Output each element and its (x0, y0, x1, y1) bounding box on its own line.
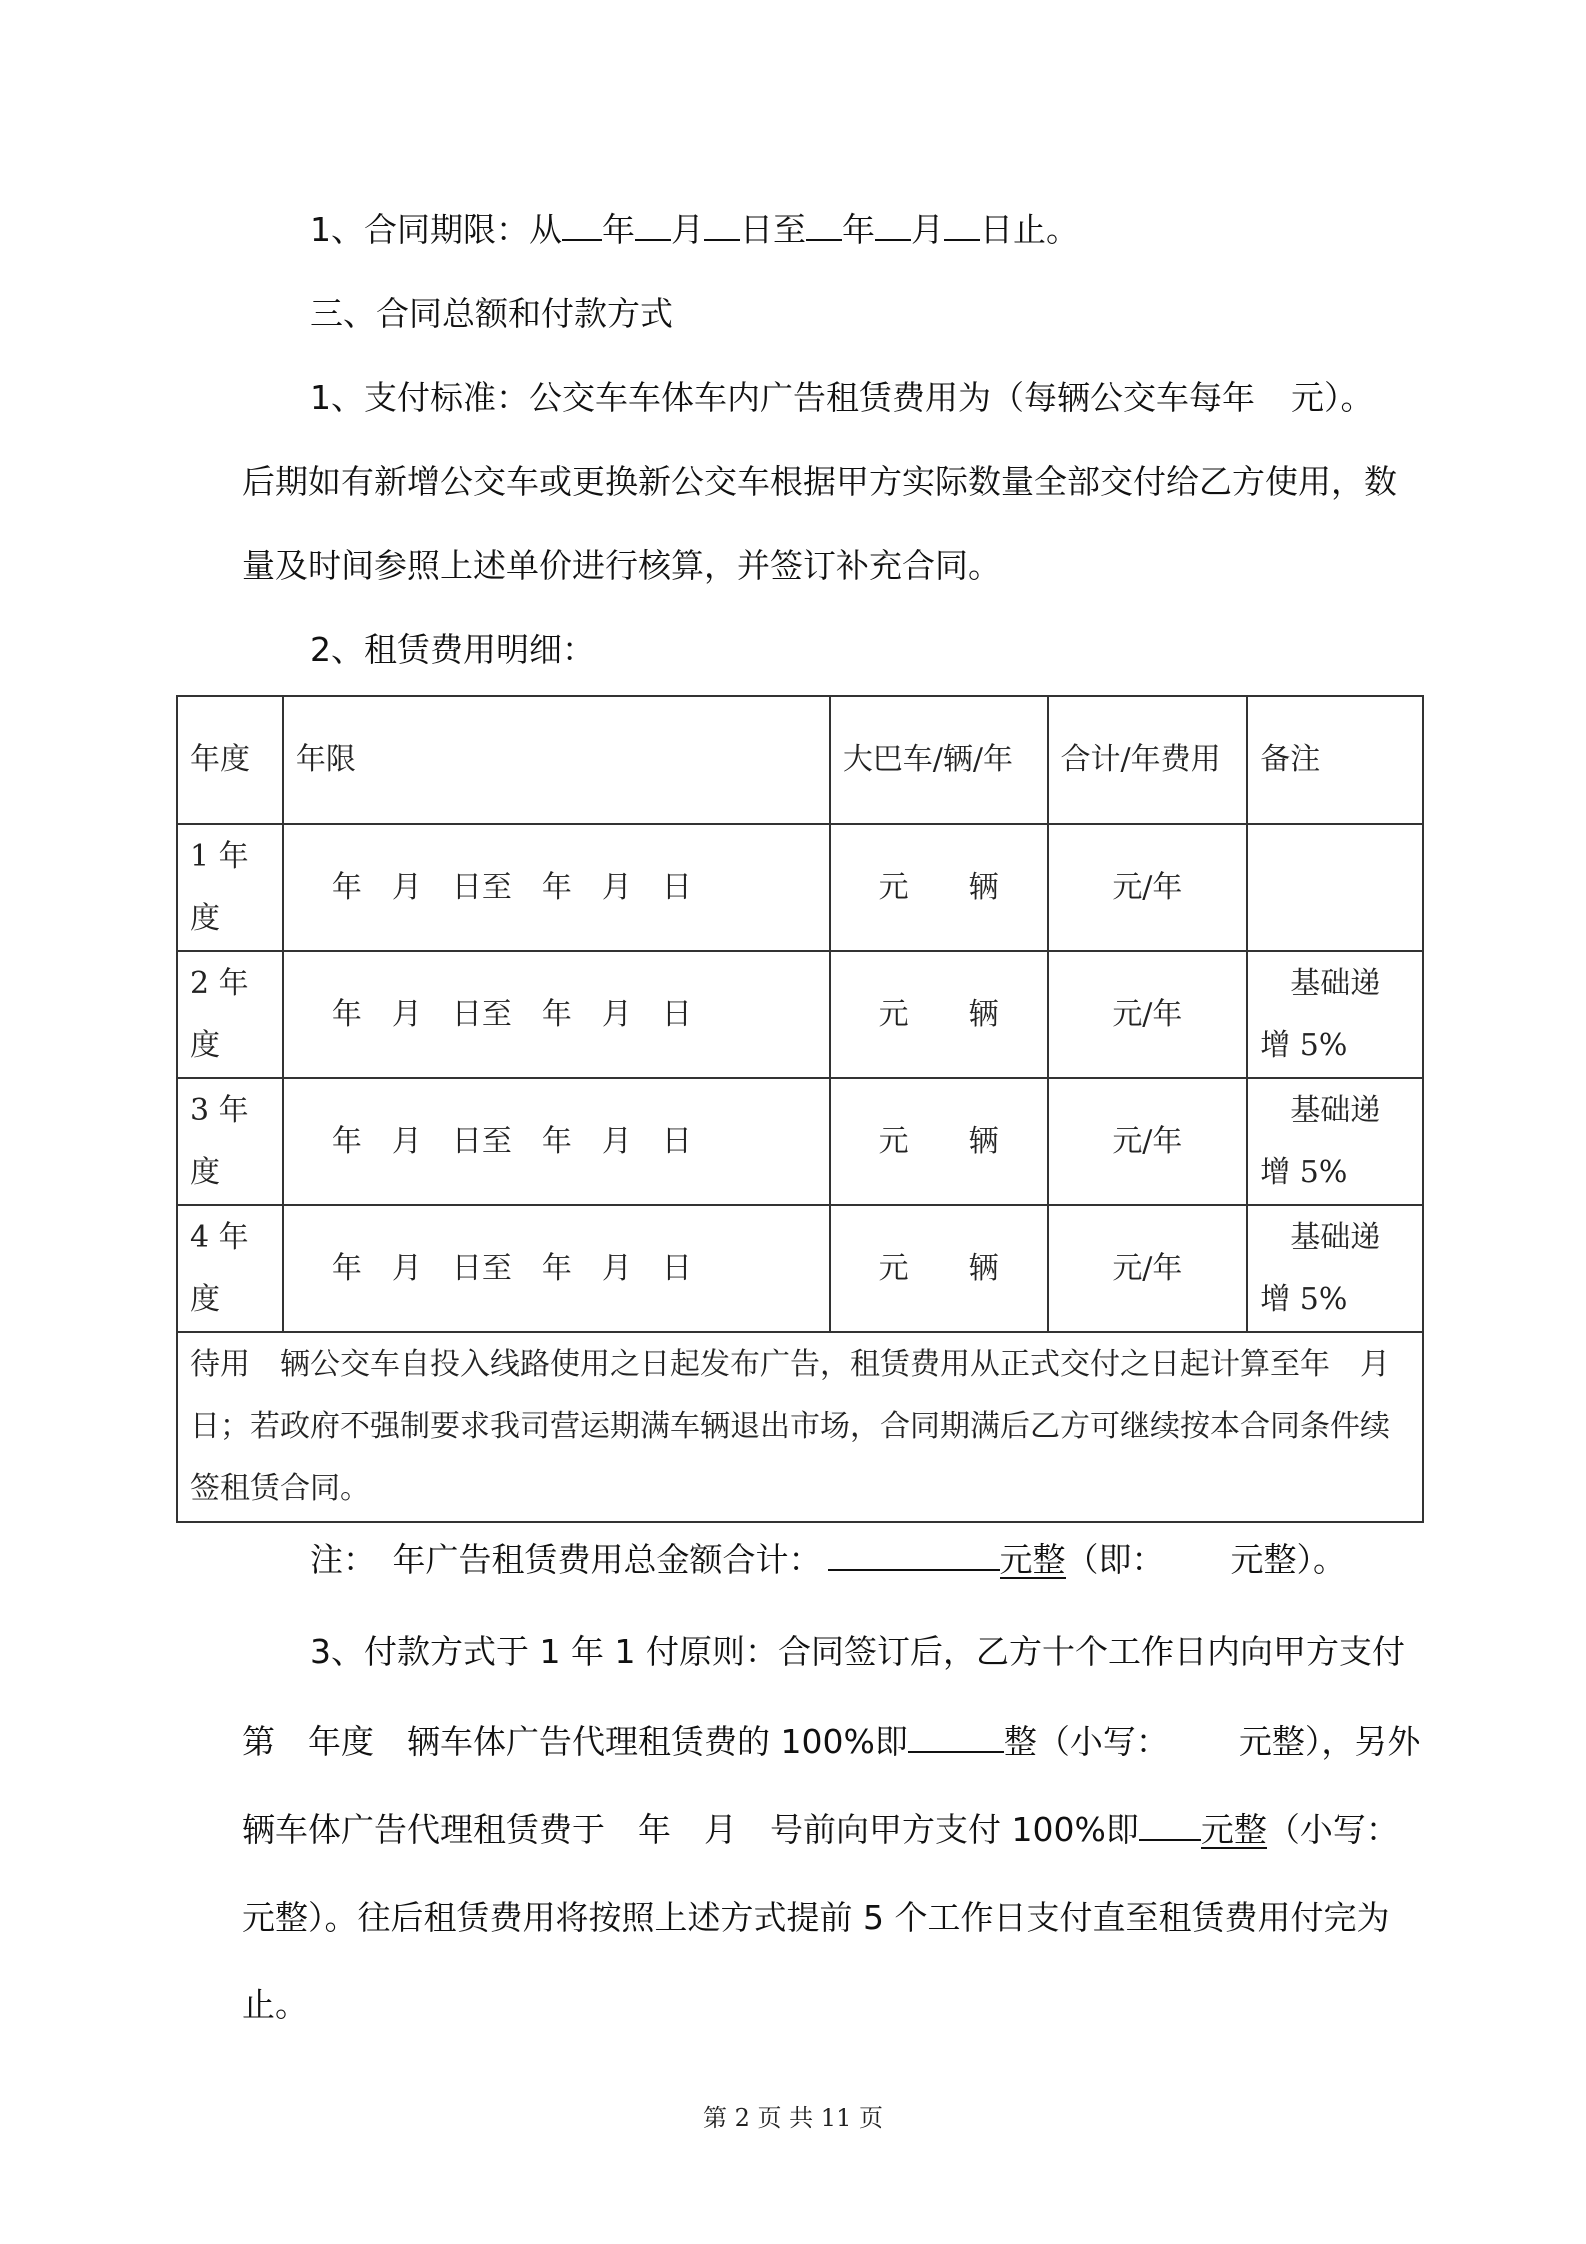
row-bus: 元 辆 (830, 1205, 1048, 1332)
fee-detail-table (176, 695, 1424, 1523)
payment-line1: 3、付款方式于 1 年 1 付原则：合同签订后，乙方十个工作日内向甲方支付 (310, 1632, 1405, 1671)
payment-line4: 元整）。往后租赁费用将按照上述方式提前 5 个工作日支付直至租赁费用付完为 (242, 1898, 1390, 1937)
blank-payment-amount-2 (1139, 1839, 1201, 1841)
row-bus: 元 辆 (830, 1078, 1048, 1205)
row-total: 元/年 (1048, 1078, 1248, 1205)
row-total: 元/年 (1048, 951, 1248, 1078)
row-note: 基础递增 5% (1247, 1205, 1423, 1332)
contract-term-line: 1、合同期限：从 年 月 日至 年 月 日止。 (310, 210, 1079, 249)
row-total: 元/年 (1048, 1205, 1248, 1332)
row-year: 1 年度 (177, 824, 283, 951)
table-row (177, 951, 1423, 1078)
row-bus: 元 辆 (830, 951, 1048, 1078)
blank-month-start (635, 239, 671, 241)
table-footnote-row (177, 1332, 1423, 1522)
row-period: 年 月 日至 年 月 日 (283, 951, 830, 1078)
header-note: 备注 (1247, 696, 1423, 824)
blank-year-end (806, 239, 842, 241)
header-year: 年度 (177, 696, 283, 824)
row-note (1247, 824, 1423, 951)
table-header-row (177, 696, 1423, 824)
header-period: 年限 (283, 696, 830, 824)
detail-heading: 2、租赁费用明细： (310, 630, 595, 669)
row-year: 3 年度 (177, 1078, 283, 1205)
row-note: 基础递增 5% (1247, 1078, 1423, 1205)
row-year: 2 年度 (177, 951, 283, 1078)
row-period: 年 月 日至 年 月 日 (283, 824, 830, 951)
row-total: 元/年 (1048, 824, 1248, 951)
table-row (177, 824, 1423, 951)
header-bus: 大巴车/辆/年 (830, 696, 1048, 824)
pay-standard-line3: 量及时间参照上述单价进行核算，并签订补充合同。 (242, 546, 1001, 585)
blank-year-start (562, 239, 602, 241)
table-row (177, 1205, 1423, 1332)
pay-standard-line2: 后期如有新增公交车或更换新公交车根据甲方实际数量全部交付给乙方使用，数 (242, 462, 1397, 501)
payment-line2: 第 年度 辆车体广告代理租赁费的 100%即 整（小写： 元整），另外 (242, 1722, 1421, 1761)
page-footer: 第 2 页 共 11 页 (703, 2104, 883, 2132)
blank-payment-amount (908, 1751, 1004, 1753)
row-bus: 元 辆 (830, 824, 1048, 951)
table-footnote: 待用 辆公交车自投入线路使用之日起发布广告，租赁费用从正式交付之日起计算至年 月 日；若政府不强制要求我司营运期满车辆退出市场，合同期满后乙方可继续按本合同条件续签租赁合同。 (177, 1332, 1423, 1522)
blank-total-amount (828, 1569, 1000, 1571)
blank-day-start (704, 239, 740, 241)
pay-standard-line1: 1、支付标准：公交车车体车内广告租赁费用为（每辆公交车每年 元）。 (310, 378, 1374, 417)
row-period: 年 月 日至 年 月 日 (283, 1078, 830, 1205)
row-note: 基础递增 5% (1247, 951, 1423, 1078)
header-total: 合计/年费用 (1048, 696, 1248, 824)
row-period: 年 月 日至 年 月 日 (283, 1205, 830, 1332)
blank-month-end (875, 239, 911, 241)
table-row (177, 1078, 1423, 1205)
total-amount-note: 注： 年广告租赁费用总金额合计： 元整（即： 元整）。 (310, 1540, 1346, 1579)
row-year: 4 年度 (177, 1205, 283, 1332)
blank-day-end (944, 239, 980, 241)
payment-line3: 辆车体广告代理租赁费于 年 月 号前向甲方支付 100%即 元整（小写： (242, 1810, 1399, 1849)
section3-heading: 三、合同总额和付款方式 (310, 294, 673, 333)
payment-line5: 止。 (242, 1985, 308, 2024)
